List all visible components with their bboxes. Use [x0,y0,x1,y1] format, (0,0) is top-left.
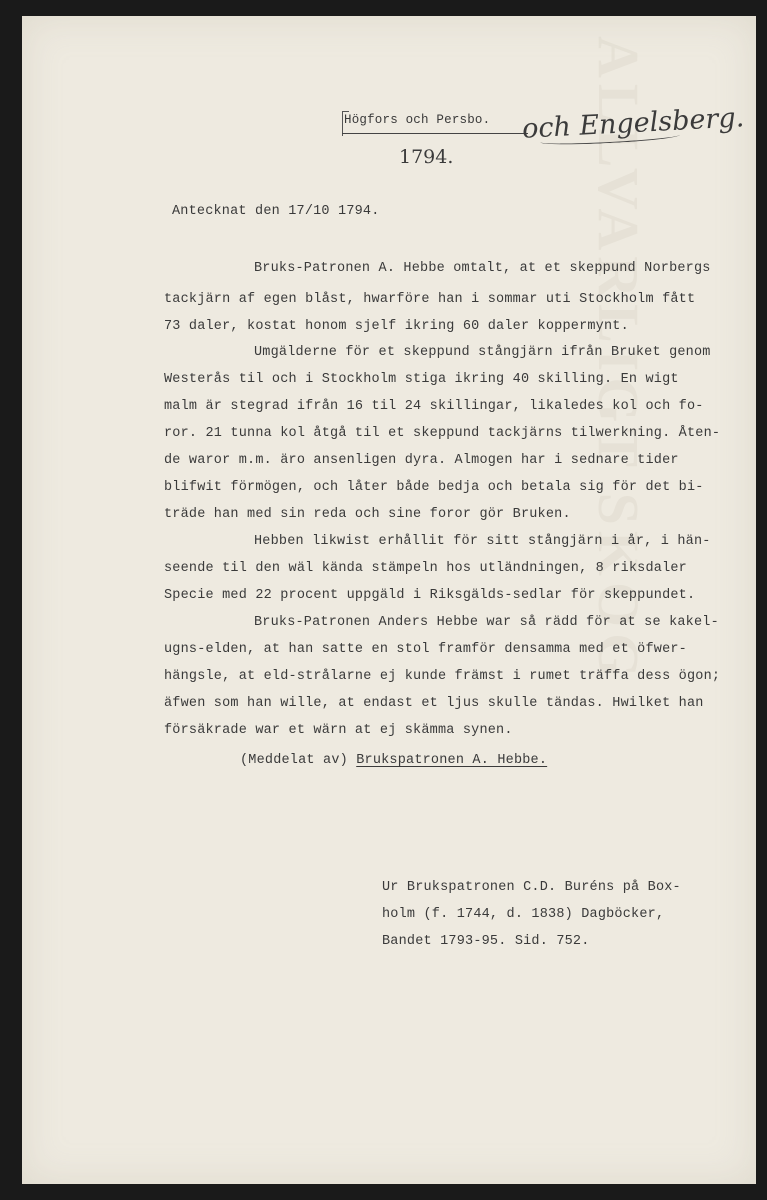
body-line: 73 daler, kostat honom sjelf ikring 60 daler koppermynt. [164,319,629,334]
handwritten-addition: och Engelsberg. [521,102,745,145]
body-line: äfwen som han wille, at endast et ljus skulle tändas. Hwilket han [164,696,704,711]
body-line: tackjärn af egen blåst, hwarföre han i sommar uti Stockholm fått [164,292,696,307]
header-title: Högfors och Persbo. [344,113,491,127]
attribution-name: Brukspatronen A. Hebbe. [356,753,548,768]
bleed-through-text: ALLVARLIGT SKOG [586,36,651,685]
attribution-line [240,753,547,768]
body-line: Umgälderne för et skeppund stångjärn ifrån Bruket genom [254,345,711,360]
source-line: Ur Brukspatronen C.D. Buréns på Box- [382,880,681,895]
header-title-underline [342,133,528,134]
body-line: Hebben likwist erhållit för sitt stångjärn i år, i hän- [254,534,711,549]
body-line: Westerås til och i Stockholm stiga ikring 40 skilling. En wigt [164,372,679,387]
body-line: hängsle, at eld-strålarne ej kunde främst i rumet träffa dess ögon; [164,669,721,684]
date-line: Antecknat den 17/10 1794. [172,204,380,219]
body-line: seende til den wäl kända stämpeln hos utländningen, 8 riksdaler [164,561,687,576]
document-page [22,16,756,1184]
body-line: ugns-elden, at han satte en stol framför densamma med et öfwer- [164,642,687,657]
attribution-prefix: (Meddelat av) [240,753,357,768]
handwritten-year: 1794. [399,146,454,168]
body-line: Specie med 22 procent uppgäld i Riksgälds-sedlar för skeppundet. [164,588,696,603]
body-line: träde han med sin reda och sine foror gör Bruken. [164,507,571,522]
body-line: malm är stegrad ifrån 16 til 24 skillingar, likaledes kol och fo- [164,399,704,414]
source-line: Bandet 1793-95. Sid. 752. [382,934,590,949]
body-line: ror. 21 tunna kol åtgå til et skeppund tackjärns tilwerkning. Åten- [164,426,721,441]
body-line: blifwit förmögen, och låter både bedja och betala sig för det bi- [164,480,704,495]
body-line: Bruks-Patronen Anders Hebbe war så rädd för at se kakel- [254,615,719,630]
body-line: försäkrade war et wärn at ej skämma synen. [164,723,513,738]
body-line: Bruks-Patronen A. Hebbe omtalt, at et skeppund Norbergs [254,261,711,276]
body-line: de waror m.m. äro ansenligen dyra. Almogen har i sednare tider [164,453,679,468]
source-line: holm (f. 1744, d. 1838) Dagböcker, [382,907,665,922]
